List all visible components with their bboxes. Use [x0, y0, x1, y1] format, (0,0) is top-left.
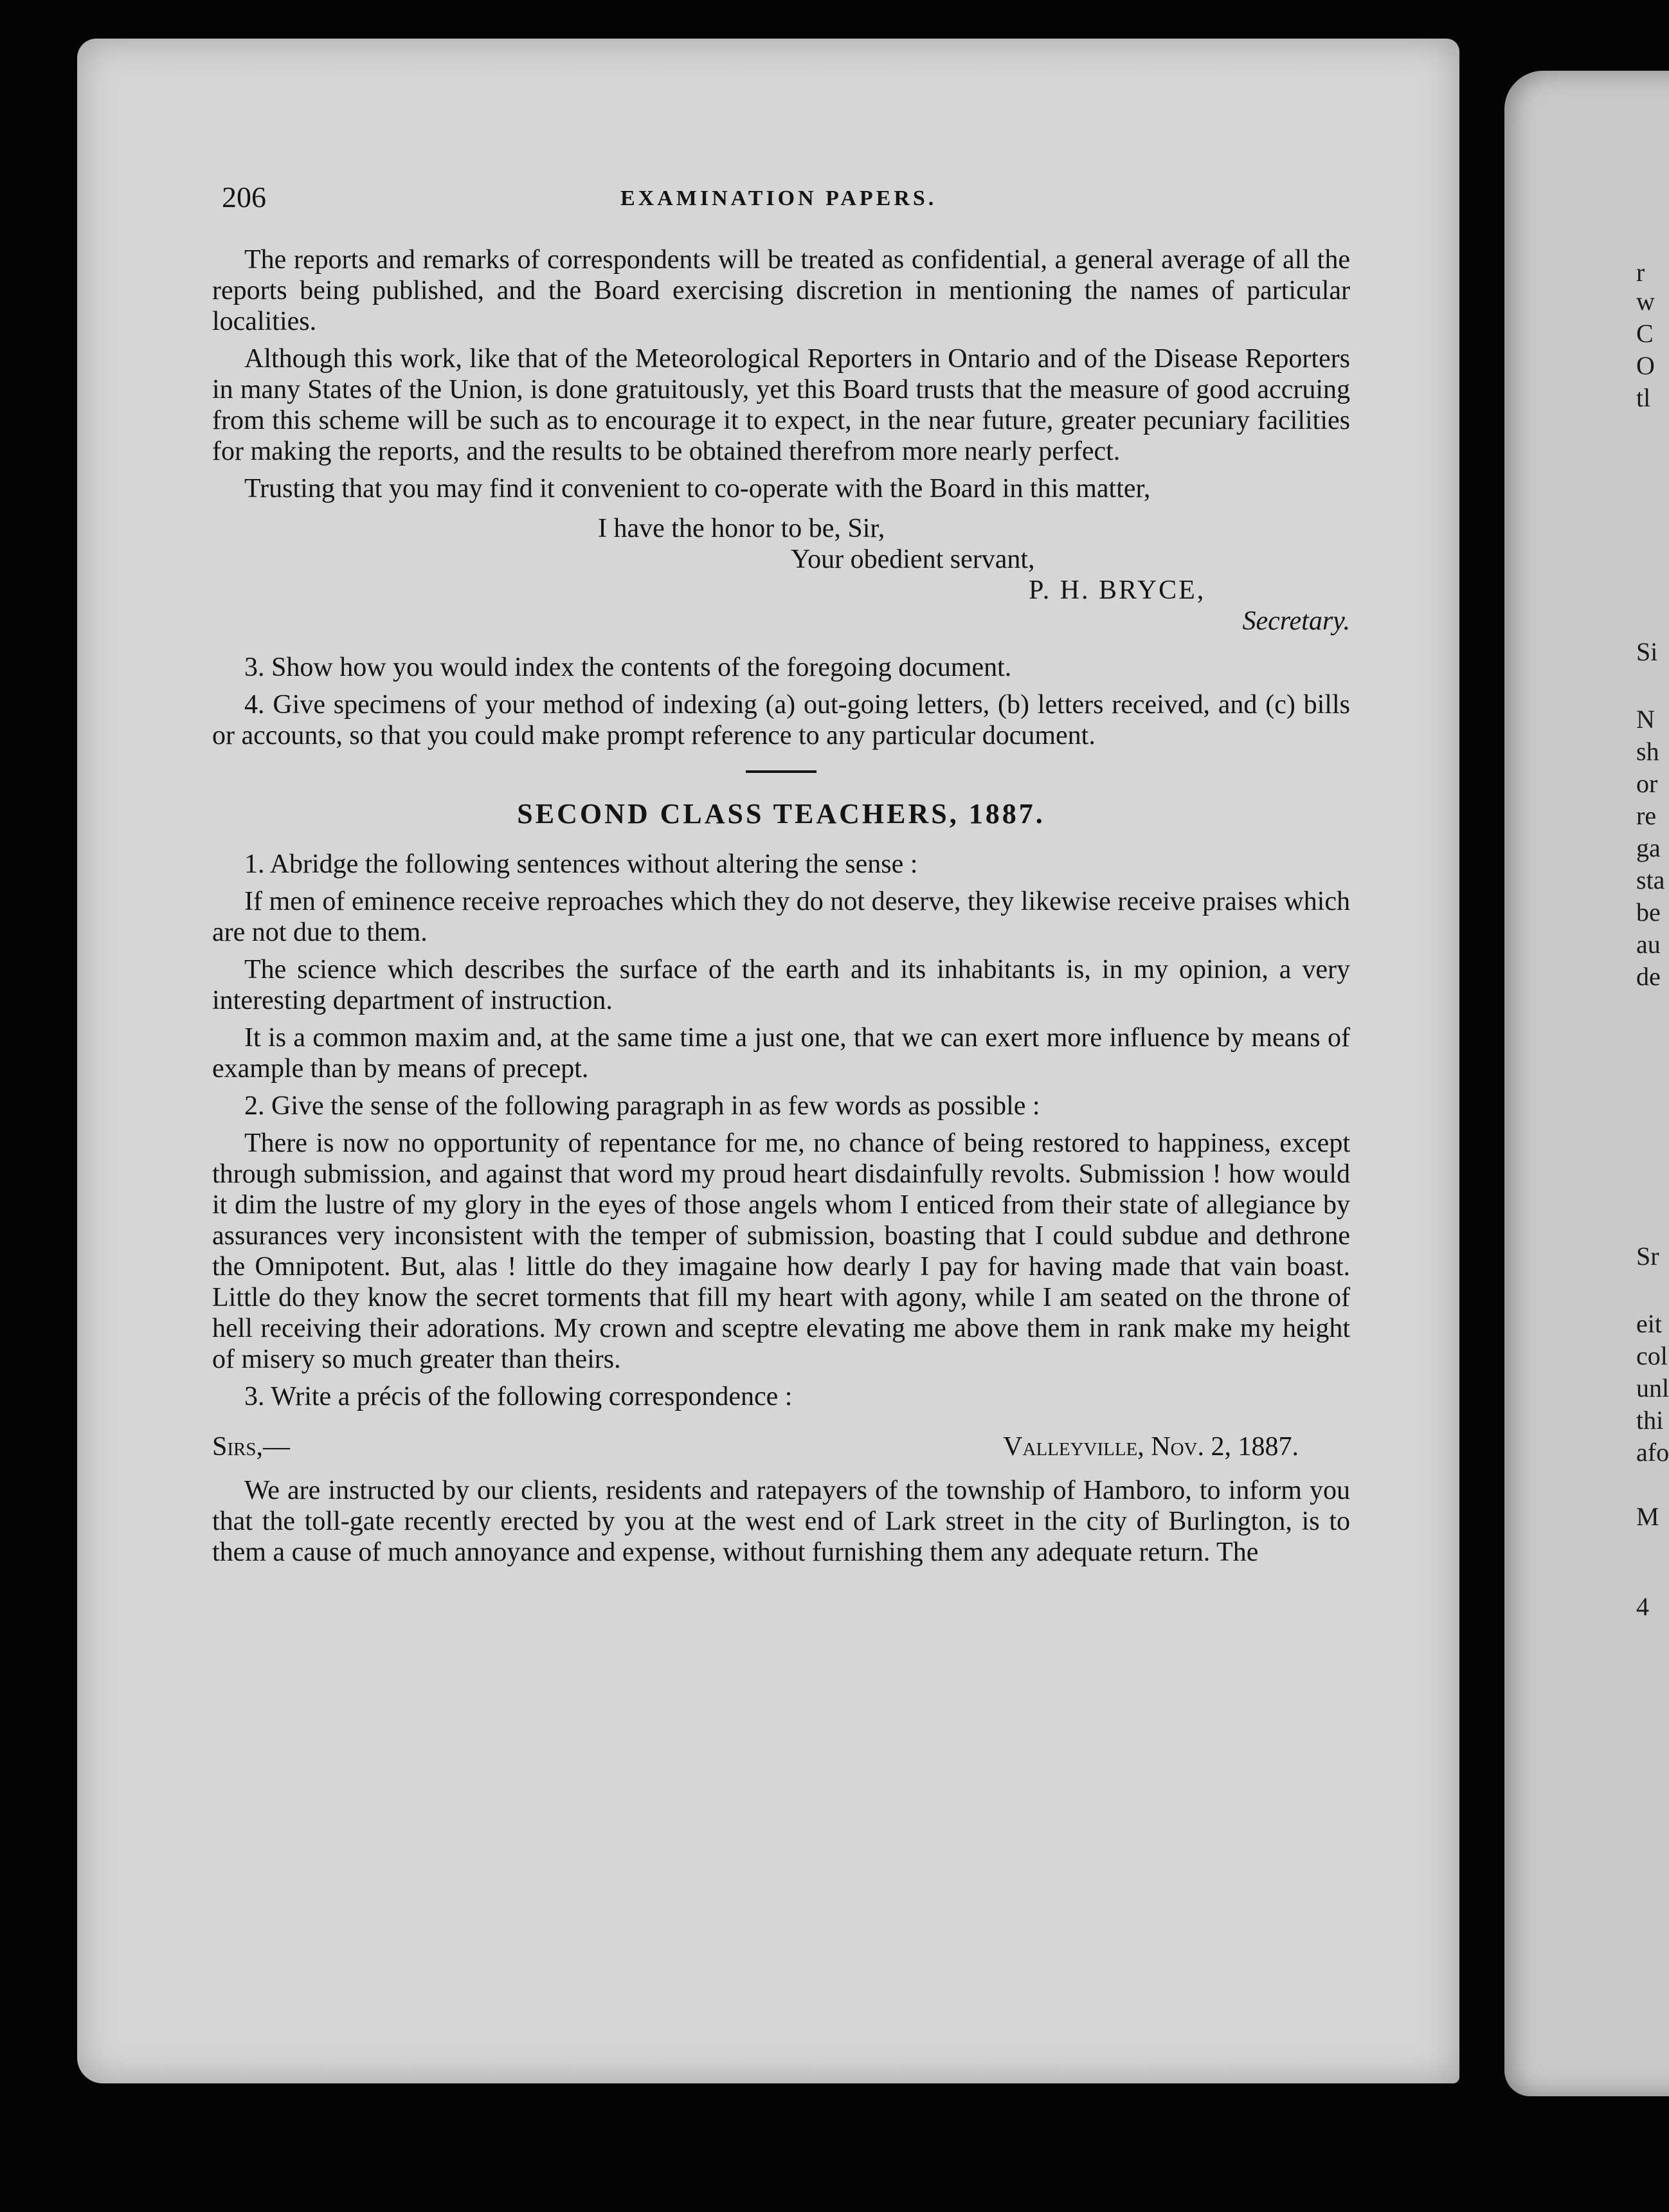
- divider-rule: [746, 770, 816, 773]
- question: 2. Give the sense of the following paragraph in as few words as possible :: [244, 1091, 1040, 1121]
- facing-fragment: w: [1636, 287, 1655, 316]
- gutter: [1459, 39, 1504, 2083]
- facing-fragment: O: [1636, 351, 1655, 380]
- facing-fragment: N: [1636, 705, 1655, 734]
- sentence: The science which describes the surface of the earth and its inhabitants is, in my opinion, a very interesting department of instruction.: [212, 955, 1350, 1015]
- letter-heading: [212, 1431, 1350, 1462]
- letter-paragraph: Trusting that you may find it convenient to co-operate with the Board in this matter,: [244, 474, 1151, 503]
- passage: There is now no opportunity of repentance for me, no chance of being restored to happiness, except through submission, and against that word my proud heart disdainfully revolts. Submission ! how would it dim the lustre of my glory in the eyes of those angels whom I enticed from their state of allegiance by assurances very inconsistent with the temper of submission, boasting that I could subdue and dethrone the Omnipotent. But, alas ! little do they imagaine how dearly I pay for having made that vain boast. Little do they know the secret torments that fill my heart with agony, while I am seated on the throne of hell receiving their adorations. My crown and sceptre elevating me above them in rank make my height of misery so much greater than theirs.: [212, 1129, 1350, 1374]
- salutation: Sirs,—: [212, 1432, 290, 1462]
- facing-fragment: C: [1636, 319, 1654, 348]
- facing-fragment: sh: [1636, 737, 1659, 766]
- facing-fragment: Sr: [1636, 1242, 1659, 1271]
- facing-fragment: 4: [1636, 1592, 1649, 1621]
- facing-fragment: unl: [1636, 1373, 1669, 1402]
- page-body: [212, 244, 1350, 1574]
- closing-line: Your obedient servant,: [791, 545, 1035, 574]
- facing-fragment: au: [1636, 930, 1661, 959]
- page-number: 206: [222, 181, 266, 213]
- running-title: EXAMINATION PAPERS.: [620, 186, 937, 210]
- facing-fragment: afo: [1636, 1438, 1669, 1467]
- page-header: [222, 180, 1186, 219]
- question: 4. Give specimens of your method of indexing (a) out-going letters, (b) letters received, and (c) bills or accounts, so that you could make prompt reference to any particular document.: [212, 690, 1350, 750]
- letter-paragraph: The reports and remarks of correspondents will be treated as confidential, a general average of all the reports being published, and the Board exercising discretion in mentioning the names of particular localities.: [212, 245, 1350, 336]
- facing-fragment: be: [1636, 898, 1661, 927]
- letter-paragraph: Although this work, like that of the Meteorological Reporters in Ontario and of the Disease Reporters in many States of the Union, is done gratuitously, yet this Board trusts that the measure of good accruing from this scheme will be such as to encourage it to expect, in the near future, greater pecuniary facilities for making the reports, and the results to be obtained therefrom more nearly perfect.: [212, 344, 1350, 466]
- sentence: If men of eminence receive reproaches which they do not deserve, they likewise receive praises which are not due to them.: [212, 887, 1350, 947]
- closing-line: I have the honor to be, Sir,: [598, 514, 885, 543]
- facing-fragment: Si: [1636, 637, 1658, 666]
- facing-fragment: col: [1636, 1341, 1668, 1370]
- facing-fragment: tl: [1636, 383, 1651, 412]
- facing-fragment: thi: [1636, 1406, 1664, 1435]
- facing-fragment: re: [1636, 801, 1657, 830]
- facing-fragment: r: [1636, 258, 1645, 287]
- facing-fragment: ga: [1636, 833, 1661, 862]
- question: 3. Show how you would index the contents of the foregoing document.: [244, 653, 1012, 682]
- facing-fragment: eit: [1636, 1309, 1662, 1338]
- dateline: Valleyville, Nov. 2, 1887.: [1003, 1432, 1299, 1462]
- sentence: It is a common maxim and, at the same time a just one, that we can exert more influence by means of example than by means of precept.: [212, 1023, 1350, 1083]
- correspondence-text: We are instructed by our clients, residents and ratepayers of the township of Hamboro, to inform you that the toll-gate recently erected by you at the west end of Lark street in the city of Burlington, is to them a cause of much annoyance and expense, without furnishing them any adequate return. The: [212, 1476, 1350, 1567]
- section-title: SECOND CLASS TEACHERS, 1887.: [517, 798, 1045, 830]
- facing-fragment: M: [1636, 1502, 1659, 1531]
- facing-fragment: or: [1636, 769, 1658, 798]
- facing-fragment: de: [1636, 962, 1661, 991]
- facing-fragment: sta: [1636, 866, 1665, 894]
- signature-title: Secretary.: [1242, 606, 1350, 636]
- question: 1. Abridge the following sentences without altering the sense :: [244, 849, 918, 879]
- signature-name: P. H. BRYCE,: [1029, 576, 1206, 605]
- question: 3. Write a précis of the following correspondence :: [244, 1382, 793, 1411]
